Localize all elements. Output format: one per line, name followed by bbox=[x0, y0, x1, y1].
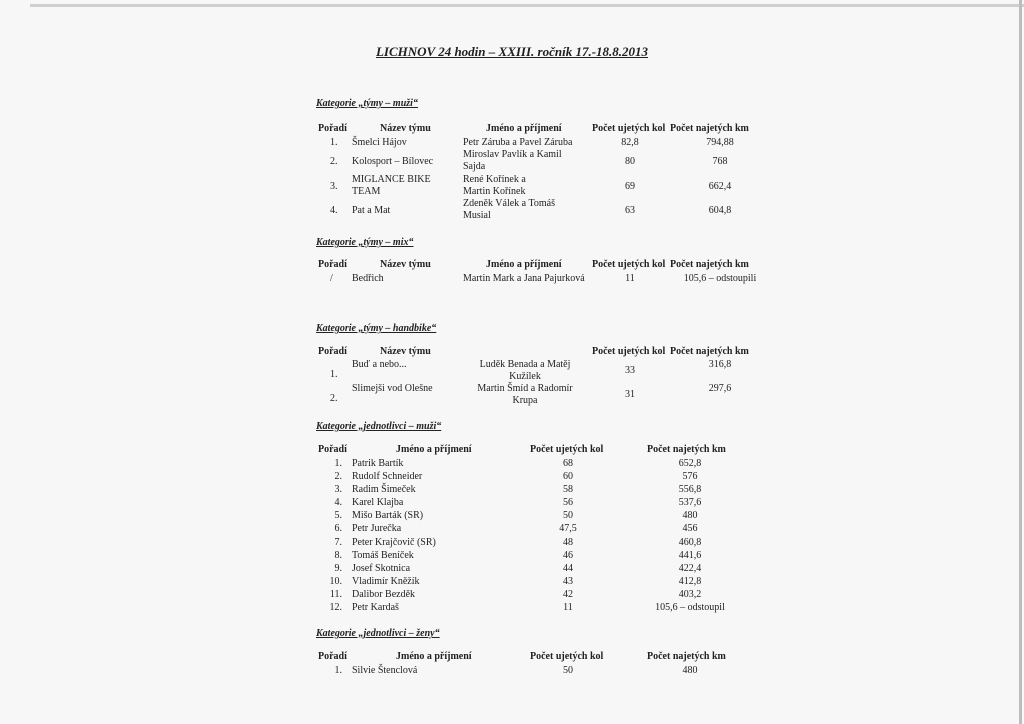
cell-name: Kužílek bbox=[509, 371, 541, 382]
cell-km: 316,8 bbox=[708, 359, 732, 370]
page-edge-right bbox=[1019, 0, 1022, 724]
cell-name: Peter Krajčovič (SR) bbox=[352, 537, 436, 548]
cell-laps: 47,5 bbox=[559, 523, 577, 534]
cell-laps: 50 bbox=[563, 510, 573, 521]
cell-km: 480 bbox=[682, 510, 698, 521]
header-rank: Pořadí bbox=[318, 123, 347, 134]
cell-rank: / bbox=[330, 273, 333, 284]
cell-km: 662,4 bbox=[708, 181, 732, 192]
cell-laps: 48 bbox=[563, 537, 573, 548]
header-km: Počet najetých km bbox=[670, 123, 749, 134]
header-rank: Pořadí bbox=[318, 346, 347, 357]
cell-name: Krupa bbox=[512, 395, 538, 406]
cell-team: Šmelci Hájov bbox=[352, 137, 407, 148]
cell-laps: 63 bbox=[625, 205, 635, 216]
cell-laps: 80 bbox=[625, 156, 635, 167]
cell-laps: 68 bbox=[563, 458, 573, 469]
header-team: Název týmu bbox=[380, 346, 431, 357]
cell-laps: 50 bbox=[563, 665, 573, 676]
header-name: Jméno a příjmení bbox=[486, 123, 562, 134]
category-heading: Kategorie „týmy – muži“ bbox=[316, 98, 418, 109]
header-laps: Počet ujetých kol bbox=[592, 123, 666, 134]
cell-rank: 9. bbox=[334, 563, 342, 574]
cell-km: 604,8 bbox=[708, 205, 732, 216]
cell-laps: 43 bbox=[563, 576, 573, 587]
cell-name: Tomáš Beníček bbox=[352, 550, 414, 561]
header-team: Název týmu bbox=[380, 259, 431, 270]
category-heading: Kategorie „jednotlivci – ženy“ bbox=[316, 628, 440, 639]
cell-laps: 44 bbox=[563, 563, 573, 574]
cell-name: Martin Kořínek bbox=[463, 186, 526, 197]
cell-team: Kolosport – Bílovec bbox=[352, 156, 434, 167]
cell-name: Sajda bbox=[463, 161, 486, 172]
header-rank: Pořadí bbox=[318, 259, 347, 270]
cell-laps: 82,8 bbox=[621, 137, 639, 148]
header-laps: Počet ujetých kol bbox=[592, 259, 666, 270]
cell-name: Radim Šimeček bbox=[352, 484, 416, 495]
cell-laps: 33 bbox=[625, 365, 635, 376]
cell-name: Martin Šmíd a Radomír bbox=[477, 383, 573, 394]
cell-name: Luděk Benada a Matěj bbox=[479, 359, 571, 370]
cell-rank: 4. bbox=[330, 205, 338, 216]
cell-rank: 7. bbox=[334, 537, 342, 548]
header-name: Jméno a příjmení bbox=[396, 651, 472, 662]
cell-km: 105,6 – odstoupili bbox=[683, 273, 757, 284]
cell-km: 794,88 bbox=[706, 137, 734, 148]
cell-rank: 2. bbox=[334, 471, 342, 482]
page-edge-top bbox=[30, 4, 1024, 7]
cell-name: Zdeněk Válek a Tomáš bbox=[463, 198, 555, 209]
cell-rank: 11. bbox=[329, 589, 342, 600]
category-heading: Kategorie „týmy – mix“ bbox=[316, 237, 414, 248]
header-name: Jméno a příjmení bbox=[396, 444, 472, 455]
cell-rank: 8. bbox=[334, 550, 342, 561]
header-name: Jméno a příjmení bbox=[486, 259, 562, 270]
document-title: LICHNOV 24 hodin – XXIII. ročník 17.-18.8.2013 bbox=[375, 44, 649, 59]
cell-rank: 3. bbox=[330, 181, 338, 192]
cell-laps: 69 bbox=[625, 181, 635, 192]
cell-name: Petr Záruba a Pavel Záruba bbox=[463, 137, 573, 148]
cell-laps: 11 bbox=[625, 273, 635, 284]
header-laps: Počet ujetých kol bbox=[530, 651, 604, 662]
cell-laps: 60 bbox=[563, 471, 573, 482]
cell-name: Patrik Bartík bbox=[352, 458, 404, 469]
header-km: Počet najetých km bbox=[647, 444, 726, 455]
cell-name: Josef Skotnica bbox=[352, 563, 411, 574]
header-rank: Pořadí bbox=[318, 444, 347, 455]
cell-rank: 10. bbox=[329, 576, 342, 587]
cell-rank: 3. bbox=[334, 484, 342, 495]
cell-rank: 1. bbox=[330, 137, 338, 148]
header-rank: Pořadí bbox=[318, 651, 347, 662]
header-km: Počet najetých km bbox=[647, 651, 726, 662]
cell-rank: 2. bbox=[330, 393, 338, 404]
cell-km: 460,8 bbox=[678, 537, 702, 548]
cell-name: Karel Klajba bbox=[352, 497, 404, 508]
cell-km: 422,4 bbox=[678, 563, 702, 574]
cell-km: 412,8 bbox=[678, 576, 702, 587]
cell-team: Pat a Mat bbox=[352, 205, 391, 216]
cell-rank: 1. bbox=[334, 458, 342, 469]
category-heading: Kategorie „týmy – handbike“ bbox=[316, 323, 437, 334]
cell-km: 537,6 bbox=[678, 497, 702, 508]
header-km: Počet najetých km bbox=[670, 346, 749, 357]
cell-name: René Kořínek a bbox=[463, 174, 526, 185]
cell-name: Martin Mark a Jana Pajurková bbox=[463, 273, 585, 284]
cell-name: Miroslav Pavlík a Kamil bbox=[463, 149, 562, 160]
cell-team: Buď a nebo... bbox=[352, 359, 407, 370]
cell-rank: 4. bbox=[334, 497, 342, 508]
header-km: Počet najetých km bbox=[670, 259, 749, 270]
cell-km: 403,2 bbox=[678, 589, 702, 600]
cell-km: 576 bbox=[682, 471, 698, 482]
cell-name: Dalibor Bezděk bbox=[352, 589, 416, 600]
cell-name: Petr Kardaš bbox=[352, 602, 399, 613]
header-team: Název týmu bbox=[380, 123, 431, 134]
cell-name: Petr Jurečka bbox=[352, 523, 402, 534]
cell-laps: 31 bbox=[625, 389, 635, 400]
cell-laps: 11 bbox=[563, 602, 573, 613]
cell-name: Silvie Štenclová bbox=[352, 665, 418, 676]
cell-laps: 46 bbox=[563, 550, 573, 561]
cell-km: 297,6 bbox=[708, 383, 732, 394]
cell-team: TEAM bbox=[352, 186, 381, 197]
cell-name: Vladimír Kněžík bbox=[352, 576, 420, 587]
cell-team: Slimejši vod Olešne bbox=[352, 383, 433, 394]
cell-km: 441,6 bbox=[678, 550, 702, 561]
cell-laps: 42 bbox=[563, 589, 573, 600]
cell-rank: 1. bbox=[330, 369, 338, 380]
cell-name: Musial bbox=[463, 210, 491, 221]
cell-rank: 5. bbox=[334, 510, 342, 521]
cell-km: 456 bbox=[682, 523, 698, 534]
cell-km: 556,8 bbox=[678, 484, 702, 495]
cell-team: MIGLANCE BIKE bbox=[352, 174, 431, 185]
header-laps: Počet ujetých kol bbox=[530, 444, 604, 455]
cell-rank: 2. bbox=[330, 156, 338, 167]
cell-name: Rudolf Schneider bbox=[352, 471, 423, 482]
cell-km: 480 bbox=[682, 665, 698, 676]
header-laps: Počet ujetých kol bbox=[592, 346, 666, 357]
cell-team: Bedřich bbox=[352, 273, 384, 284]
category-heading: Kategorie „jednotlivci – muži“ bbox=[316, 421, 442, 432]
cell-laps: 56 bbox=[563, 497, 573, 508]
cell-rank: 6. bbox=[334, 523, 342, 534]
cell-name: Mišo Barták (SR) bbox=[352, 510, 424, 521]
cell-km: 768 bbox=[712, 156, 728, 167]
cell-rank: 1. bbox=[334, 665, 342, 676]
cell-rank: 12. bbox=[329, 602, 342, 613]
cell-laps: 58 bbox=[563, 484, 573, 495]
cell-km: 652,8 bbox=[678, 458, 702, 469]
cell-km: 105,6 – odstoupil bbox=[655, 602, 725, 613]
